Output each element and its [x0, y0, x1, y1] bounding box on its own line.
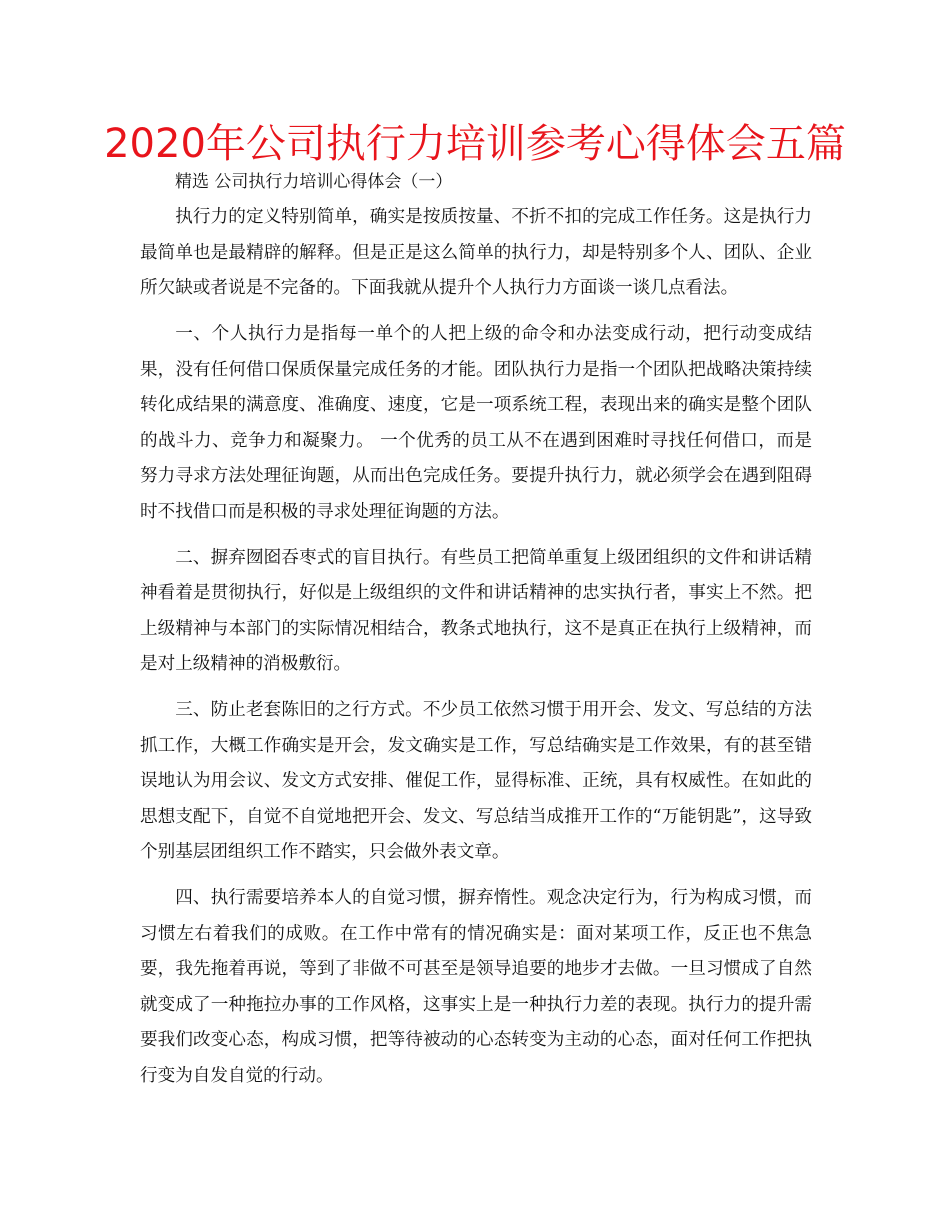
- paragraph-intro: 执行力的定义特别简单，确实是按质按量、不折不扣的完成工作任务。这是执行力最简单也是最精辟的解释。但是正是这么简单的执行力，却是特别多个人、团队、企业所欠缺或者说是不完备的。下面我就从提升个人执行力方面谈一谈几点看法。: [140, 207, 812, 298]
- paragraph-point-2: 二、摒弃囫囵吞枣式的盲目执行。有些员工把简单重复上级团组织的文件和讲话精神看着是贯彻执行，好似是上级组织的文件和讲话精神的忠实执行者，事实上不然。把上级精神与本部门的实际情况相结合，教条式地执行，这不是真正在执行上级精神，而是对上级精神的消极敷衍。: [140, 547, 812, 674]
- document-title: 2020年公司执行力培训参考心得体会五篇: [104, 121, 846, 167]
- paragraph-point-3: 三、防止老套陈旧的之行方式。不少员工依然习惯于用开会、发文、写总结的方法抓工作，大概工作确实是开会，发文确实是工作，写总结确实是工作效果，有的甚至错误地认为用会议、发文方式安排、催促工作，显得标准、正统，具有权威性。在如此的思想支配下，自觉不自觉地把开会、发文、写总结当成推开工作的“万能钥匙”，这导致个别基层团组织工作不踏实，只会做外表文章。: [140, 700, 812, 862]
- document-body: [140, 200, 812, 1105]
- paragraph-point-1: 一、个人执行力是指每一单个的人把上级的命令和办法变成行动，把行动变成结果，没有任何借口保质保量完成任务的才能。团队执行力是指一个团队把战略决策持续转化成结果的满意度、准确度、速度，它是一项系统工程，表现出来的确实是整个团队的战斗力、竞争力和凝聚力。 一个优秀的员工从不在遇到困难时寻找任何借口，而是努力寻求方法处理征询题，从而出色完成任务。要提升执行力，就必须学会在遇到阻碍时不找借口而是积极的寻求处理征询题的方法。: [140, 324, 812, 522]
- paragraph-point-4: 四、执行需要培养本人的自觉习惯，摒弃惰性。观念决定行为，行为构成习惯，而习惯左右着我们的成败。在工作中常有的情况确实是：面对某项工作，反正也不焦急要，我先拖着再说，等到了非做不可甚至是领导追要的地步才去做。一旦习惯成了自然就变成了一种拖拉办事的工作风格，这事实上是一种执行力差的表现。执行力的提升需要我们改变心态，构成习惯，把等待被动的心态转变为主动的心态，面对任何工作把执行变为自发自觉的行动。: [140, 888, 812, 1086]
- section-subtitle: 精选 公司执行力培训心得体会（一）: [175, 172, 453, 192]
